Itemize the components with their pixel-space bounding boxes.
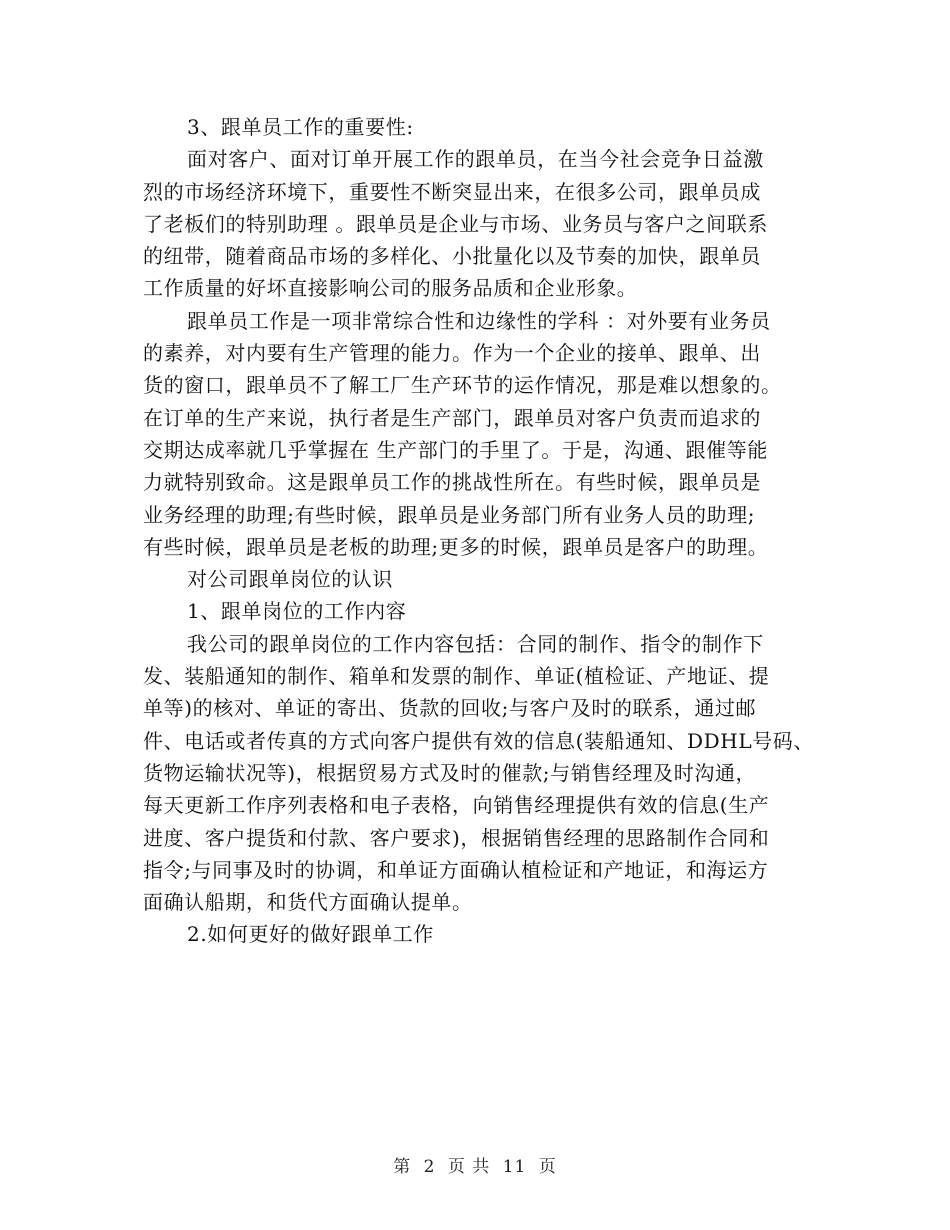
page-footer (0, 1152, 950, 1177)
text-line: 单等)的核对、单证的寄出、货款的回收;与客户及时的联系，通过邮 (143, 696, 757, 721)
text-line: 了老板们的特别助理 。跟单员是企业与市场、业务员与客户之间联系 (143, 211, 768, 236)
text-line: 有些时候，跟单员是老板的助理;更多的时候，跟单员是客户的助理。 (143, 534, 769, 559)
footer-prefix: 第 (393, 1157, 412, 1177)
text-line: 3、跟单员工作的重要性: (187, 115, 414, 139)
footer-total-pages: 11 (502, 1157, 527, 1177)
text-line: 工作质量的好坏直接影响公司的服务品质和企业形象。 (143, 276, 638, 301)
text-line: 进度、客户提货和付款、客户要求)，根据销售经理的思路制作合同和 (143, 825, 770, 850)
text-line: 对公司跟单岗位的认识 (187, 567, 393, 592)
footer-middle: 页 共 (447, 1157, 491, 1177)
text-line: 烈的市场经济环境下，重要性不断突显出来，在很多公司，跟单员成 (143, 179, 761, 204)
text-line: 交期达成率就几乎掌握在 生产部门的手里了。于是，沟通、跟催等能 (143, 437, 768, 462)
text-line: 2.如何更好的做好跟单工作 (187, 922, 434, 947)
text-line: 1、跟单岗位的工作内容 (187, 599, 407, 624)
text-line: 业务经理的助理;有些时候，跟单员是业务部门所有业务人员的助理; (143, 502, 756, 527)
text-line: 每天更新工作序列表格和电子表格，向销售经理提供有效的信息(生产 (143, 793, 770, 818)
text-line: 货物运输状况等)，根据贸易方式及时的催款;与销售经理及时沟通， (143, 760, 757, 785)
text-line: 件、电话或者传真的方式向客户提供有效的信息(装船通知、DDHL号码、 (143, 728, 814, 753)
text-line: 跟单员工作是一项非常综合性和边缘性的学科 ：对外要有业务员 (187, 308, 771, 333)
text-line: 力就特别致命。这是跟单员工作的挑战性所在。有些时候，跟单员是 (143, 470, 761, 495)
text-line: 面确认船期，和货代方面确认提单。 (143, 890, 473, 915)
text-line: 发、装船通知的制作、箱单和发票的制作、单证(植检证、产地证、提 (143, 664, 770, 689)
text-line: 货的窗口，跟单员不了解工厂生产环节的运作情况，那是难以想象的。 (143, 373, 782, 398)
footer-page-number: 2 (423, 1157, 436, 1177)
text-line: 的纽带，随着商品市场的多样化、小批量化以及节奏的加快，跟单员 (143, 244, 761, 269)
text-line: 在订单的生产来说，执行者是生产部门，跟单员对客户负责而追求的 (143, 405, 761, 430)
document-body (143, 111, 813, 951)
text-line: 指令;与同事及时的协调，和单证方面确认植检证和产地证，和海运方 (143, 857, 769, 882)
text-line: 我公司的跟单岗位的工作内容包括：合同的制作、指令的制作下 (187, 631, 764, 656)
text-line: 的素养，对内要有生产管理的能力。作为一个企业的接单、跟单、出 (143, 341, 761, 366)
text-line: 面对客户、面对订单开展工作的跟单员，在当今社会竞争日益激 (187, 147, 764, 172)
footer-suffix: 页 (538, 1157, 557, 1177)
